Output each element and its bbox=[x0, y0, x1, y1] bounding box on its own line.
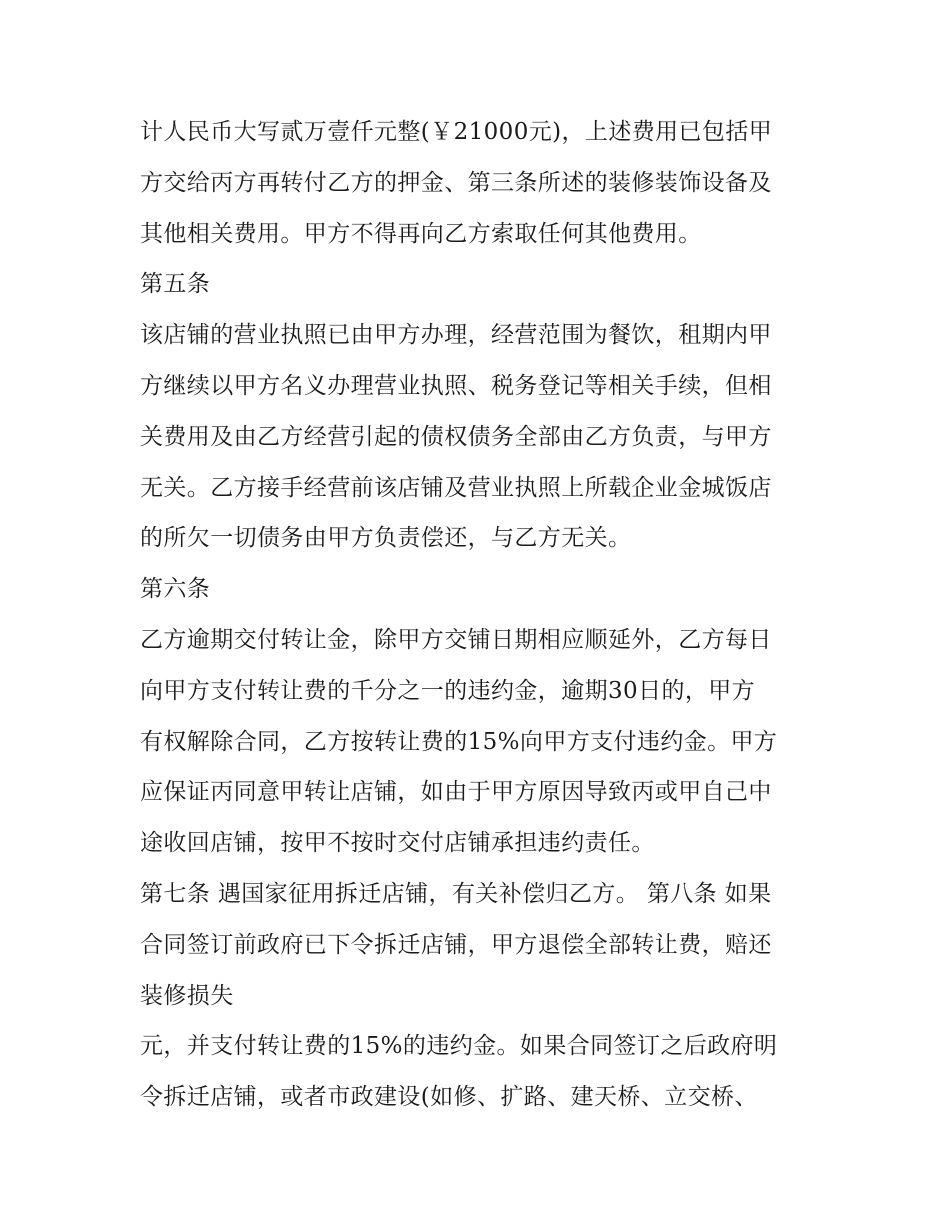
section-heading: 第五条 bbox=[140, 271, 211, 298]
body-line: 方交给丙方再转付乙方的押金、第三条所述的装修装饰设备及 bbox=[140, 169, 772, 196]
document-body bbox=[140, 107, 820, 1123]
body-line: 无关。乙方接手经营前该店铺及营业执照上所载企业金城饭店 bbox=[140, 474, 772, 501]
body-line: 该店铺的营业执照已由甲方办理，经营范围为餐饮，租期内甲 bbox=[140, 322, 772, 349]
body-line: 令拆迁店铺，或者市政建设(如修、扩路、建天桥、立交桥、 bbox=[140, 1084, 758, 1111]
body-line: 有权解除合同，乙方按转让费的15%向甲方支付违约金。甲方 bbox=[140, 728, 778, 755]
body-line: 关费用及由乙方经营引起的债权债务全部由乙方负责，与甲方 bbox=[140, 423, 772, 450]
body-line: 乙方逾期交付转让金，除甲方交铺日期相应顺延外，乙方每日 bbox=[140, 626, 772, 653]
body-line: 向甲方支付转让费的千分之一的违约金，逾期30日的，甲方 bbox=[140, 677, 756, 704]
body-line: 应保证丙同意甲转让店铺，如由于甲方原因导致丙或甲自己中 bbox=[140, 779, 772, 806]
section-heading: 第六条 bbox=[140, 576, 211, 603]
body-line: 方继续以甲方名义办理营业执照、税务登记等相关手续，但相 bbox=[140, 372, 772, 399]
body-line: 第七条 遇国家征用拆迁店铺，有关补偿归乙方。 第八条 如果 bbox=[140, 880, 772, 907]
body-line: 其他相关费用。甲方不得再向乙方索取任何其他费用。 bbox=[140, 220, 702, 247]
body-line: 元，并支付转让费的15%的违约金。如果合同签订之后政府明 bbox=[140, 1033, 778, 1060]
body-line: 途收回店铺，按甲不按时交付店铺承担违约责任。 bbox=[140, 830, 655, 857]
body-line: 合同签订前政府已下令拆迁店铺，甲方退偿全部转让费，赔还 bbox=[140, 931, 772, 958]
body-line: 装修损失 bbox=[140, 982, 234, 1009]
body-line: 计人民币大写贰万壹仟元整(￥21000元)，上述费用已包括甲 bbox=[140, 119, 773, 145]
body-line: 的所欠一切债务由甲方负责偿还，与乙方无关。 bbox=[140, 525, 632, 552]
